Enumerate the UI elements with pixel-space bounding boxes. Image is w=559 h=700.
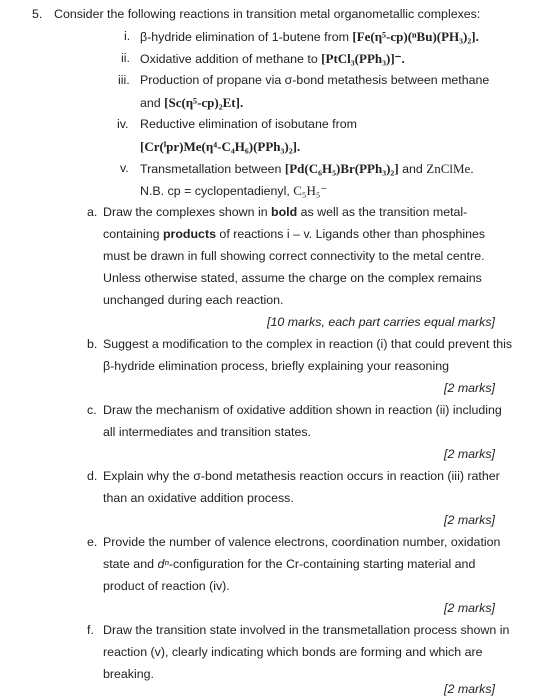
part-letter: d. (87, 469, 98, 483)
part-e-line1: Provide the number of valence electrons, coordination number, oxidation (103, 535, 501, 549)
part-a-line5: unchanged during each reaction. (103, 293, 284, 307)
text-span: Draw the complexes shown in (103, 205, 268, 219)
text-span: as well as the transition metal- (300, 205, 468, 219)
part-c-line1: Draw the mechanism of oxidative addition shown in reaction (ii) including (103, 403, 502, 417)
marks-label: [10 marks, each part carries equal marks] (267, 315, 495, 329)
part-letter: b. (87, 337, 98, 351)
part-d-line2: than an oxidative addition process. (103, 491, 294, 505)
reaction-numeral: i. (124, 29, 131, 43)
part-e-line3: product of reaction (iv). (103, 579, 230, 593)
reaction-iii-line2 (140, 95, 243, 111)
text-span: state and (103, 557, 154, 571)
reaction-iii-line1: Production of propane via σ-bond metathesis between methane (140, 73, 490, 87)
reaction-text: β-hydride elimination of 1-butene from (140, 30, 349, 44)
part-f-line1: Draw the transition state involved in the transmetallation process shown in (103, 623, 510, 637)
part-d-line1: Explain why the σ-bond metathesis reaction occurs in reaction (iii) rather (103, 469, 500, 483)
complex-formula: [Cr(ⁱpr)Me(η⁴-C₄H₆)(PPh₃)₂]. (140, 139, 301, 154)
part-a-line1 (103, 205, 467, 220)
complex-formula: [Fe(η⁵-cp)(ⁿBu)(PH₃)₂]. (352, 29, 479, 44)
reaction-ii (140, 51, 405, 67)
part-e-line2 (103, 557, 475, 572)
reaction-v (140, 161, 474, 177)
part-letter: e. (87, 535, 98, 549)
nb-note (140, 183, 327, 199)
part-a-line4: Unless otherwise stated, assume the charge on the complex remains (103, 271, 482, 285)
complex-formula: [Sc(η⁵-cp)₂Et]. (164, 95, 244, 110)
reaction-i (140, 29, 479, 45)
reaction-text: and (402, 162, 423, 176)
complex-formula: [PtCl₃(PPh₃)]⁻. (321, 51, 405, 66)
reaction-text: Transmetallation between (140, 162, 282, 176)
question-number: 5. (32, 7, 43, 21)
reaction-numeral: iv. (117, 117, 129, 131)
marks-label: [2 marks] (444, 513, 495, 527)
marks-label: [2 marks] (444, 682, 495, 696)
question-intro: Consider the following reactions in transition metal organometallic complexes: (54, 7, 481, 21)
part-f-line2: reaction (v), clearly indicating which bonds are forming and which are (103, 645, 483, 659)
reaction-text: and (140, 96, 161, 110)
part-b-line1: Suggest a modification to the complex in reaction (i) that could prevent this (103, 337, 513, 351)
dn-symbol: dⁿ (157, 557, 169, 571)
part-a-line3: must be drawn in full showing correct connectivity to the metal centre. (103, 249, 485, 263)
reaction-numeral: iii. (118, 73, 130, 87)
reaction-numeral: v. (120, 161, 129, 175)
reaction-numeral: ii. (121, 51, 130, 65)
part-c-line2: all intermediates and transition states. (103, 425, 311, 439)
nb-formula: C₅H₅⁻ (293, 183, 328, 198)
reaction-iv-line1: Reductive elimination of isobutane from (140, 117, 357, 131)
part-letter: f. (87, 623, 94, 637)
part-b-line2: β-hydride elimination process, briefly explaining your reasoning (103, 359, 449, 373)
part-f-line3: breaking. (103, 667, 154, 681)
nb-text: N.B. cp = cyclopentadienyl, (140, 184, 290, 198)
bold-word: bold (271, 205, 298, 219)
part-letter: c. (87, 403, 97, 417)
text-span: of reactions i – v. Ligands other than phosphines (219, 227, 486, 241)
part-letter: a. (87, 205, 98, 219)
reaction-text: Oxidative addition of methane to (140, 52, 318, 66)
complex-formula: [Pd(C₆H₅)Br(PPh₃)₂] (284, 161, 399, 176)
marks-label: [2 marks] (444, 381, 495, 395)
marks-label: [2 marks] (444, 447, 495, 461)
reagent-formula: ZnClMe. (426, 161, 474, 176)
marks-label: [2 marks] (444, 601, 495, 615)
text-span: containing (103, 227, 160, 241)
part-a-line2 (103, 227, 485, 242)
bold-word: products (162, 227, 216, 241)
text-span: -configuration for the Cr-containing starting material and (168, 557, 476, 571)
